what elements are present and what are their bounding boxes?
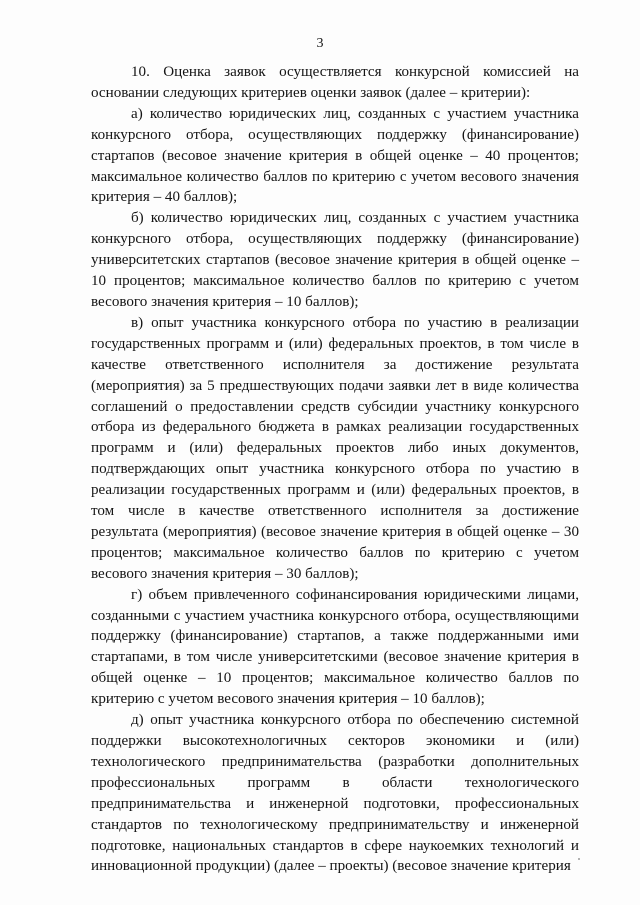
scan-speck: [578, 858, 580, 860]
paragraph-criterion-g: г) объем привлеченного софинансирования юридическими лицами, созданными с участием участника конкурсного отбора, осуществляющими поддержку (финансирование) стартапов, а также поддержанными ими стартапами, в том числе университетскими (весовое значение критерия в общей оценке – 10 процентов; максимальное количество баллов по критерию с учетом весового значения критерия – 10 баллов);: [91, 586, 579, 708]
paragraph-criterion-b: б) количество юридических лиц, созданных с участием участника конкурсного отбора, осуществляющих поддержку (финансирование) университетских стартапов (весовое значение критерия в общей оценке – 10 процентов; максимальное количество баллов по критерию с учетом весового значения критерия – 10 баллов);: [91, 210, 579, 310]
document-body: [91, 62, 579, 877]
paragraph-criterion-v: в) опыт участника конкурсного отбора по участию в реализации государственных программ и (или) федеральных проектов, в том числе в качестве ответственного исполнителя за достижение результата (мероприятия) за 5 предшествующих подачи заявки лет в виде количества соглашений о предоставлении средств субсидии участнику конкурсного отбора из федерального бюджета в рамках реализации государственных программ и (или) федеральных проектов либо иных документов, подтверждающих опыт участника конкурсного отбора по участию в реализации государственных программ и (или) федеральных проектов, в том числе в качестве ответственного исполнителя за достижение результата (мероприятия) (весовое значение критерия в общей оценке – 30 процентов; максимальное количество баллов по критерию с учетом весового значения критерия – 30 баллов);: [91, 314, 579, 582]
paragraph-criterion-a: а) количество юридических лиц, созданных с участием участника конкурсного отбора, осуществляющих поддержку (финансирование) стартапов (весовое значение критерия в общей оценке – 40 процентов; максимальное количество баллов по критерию с учетом весового значения критерия – 40 баллов);: [91, 105, 579, 206]
paragraph-intro: 10. Оценка заявок осуществляется конкурсной комиссией на основании следующих критериев оценки заявок (далее – критерии):: [91, 64, 579, 101]
page-number: 3: [316, 36, 324, 51]
paragraph-criterion-d: д) опыт участника конкурсного отбора по обеспечению системной поддержки высокотехнологичных секторов экономики и (или) технологического предпринимательства (разработки дополнительных профессиональных программ в области технологического предпринимательства и инженерной подготовки, профессиональных стандартов по технологическому предпринимательству и инженерной подготовке, национальных стандартов в сфере наукоемких технологий и инновационной продукции) (далее – проекты) (весовое значение критерия: [91, 712, 579, 875]
